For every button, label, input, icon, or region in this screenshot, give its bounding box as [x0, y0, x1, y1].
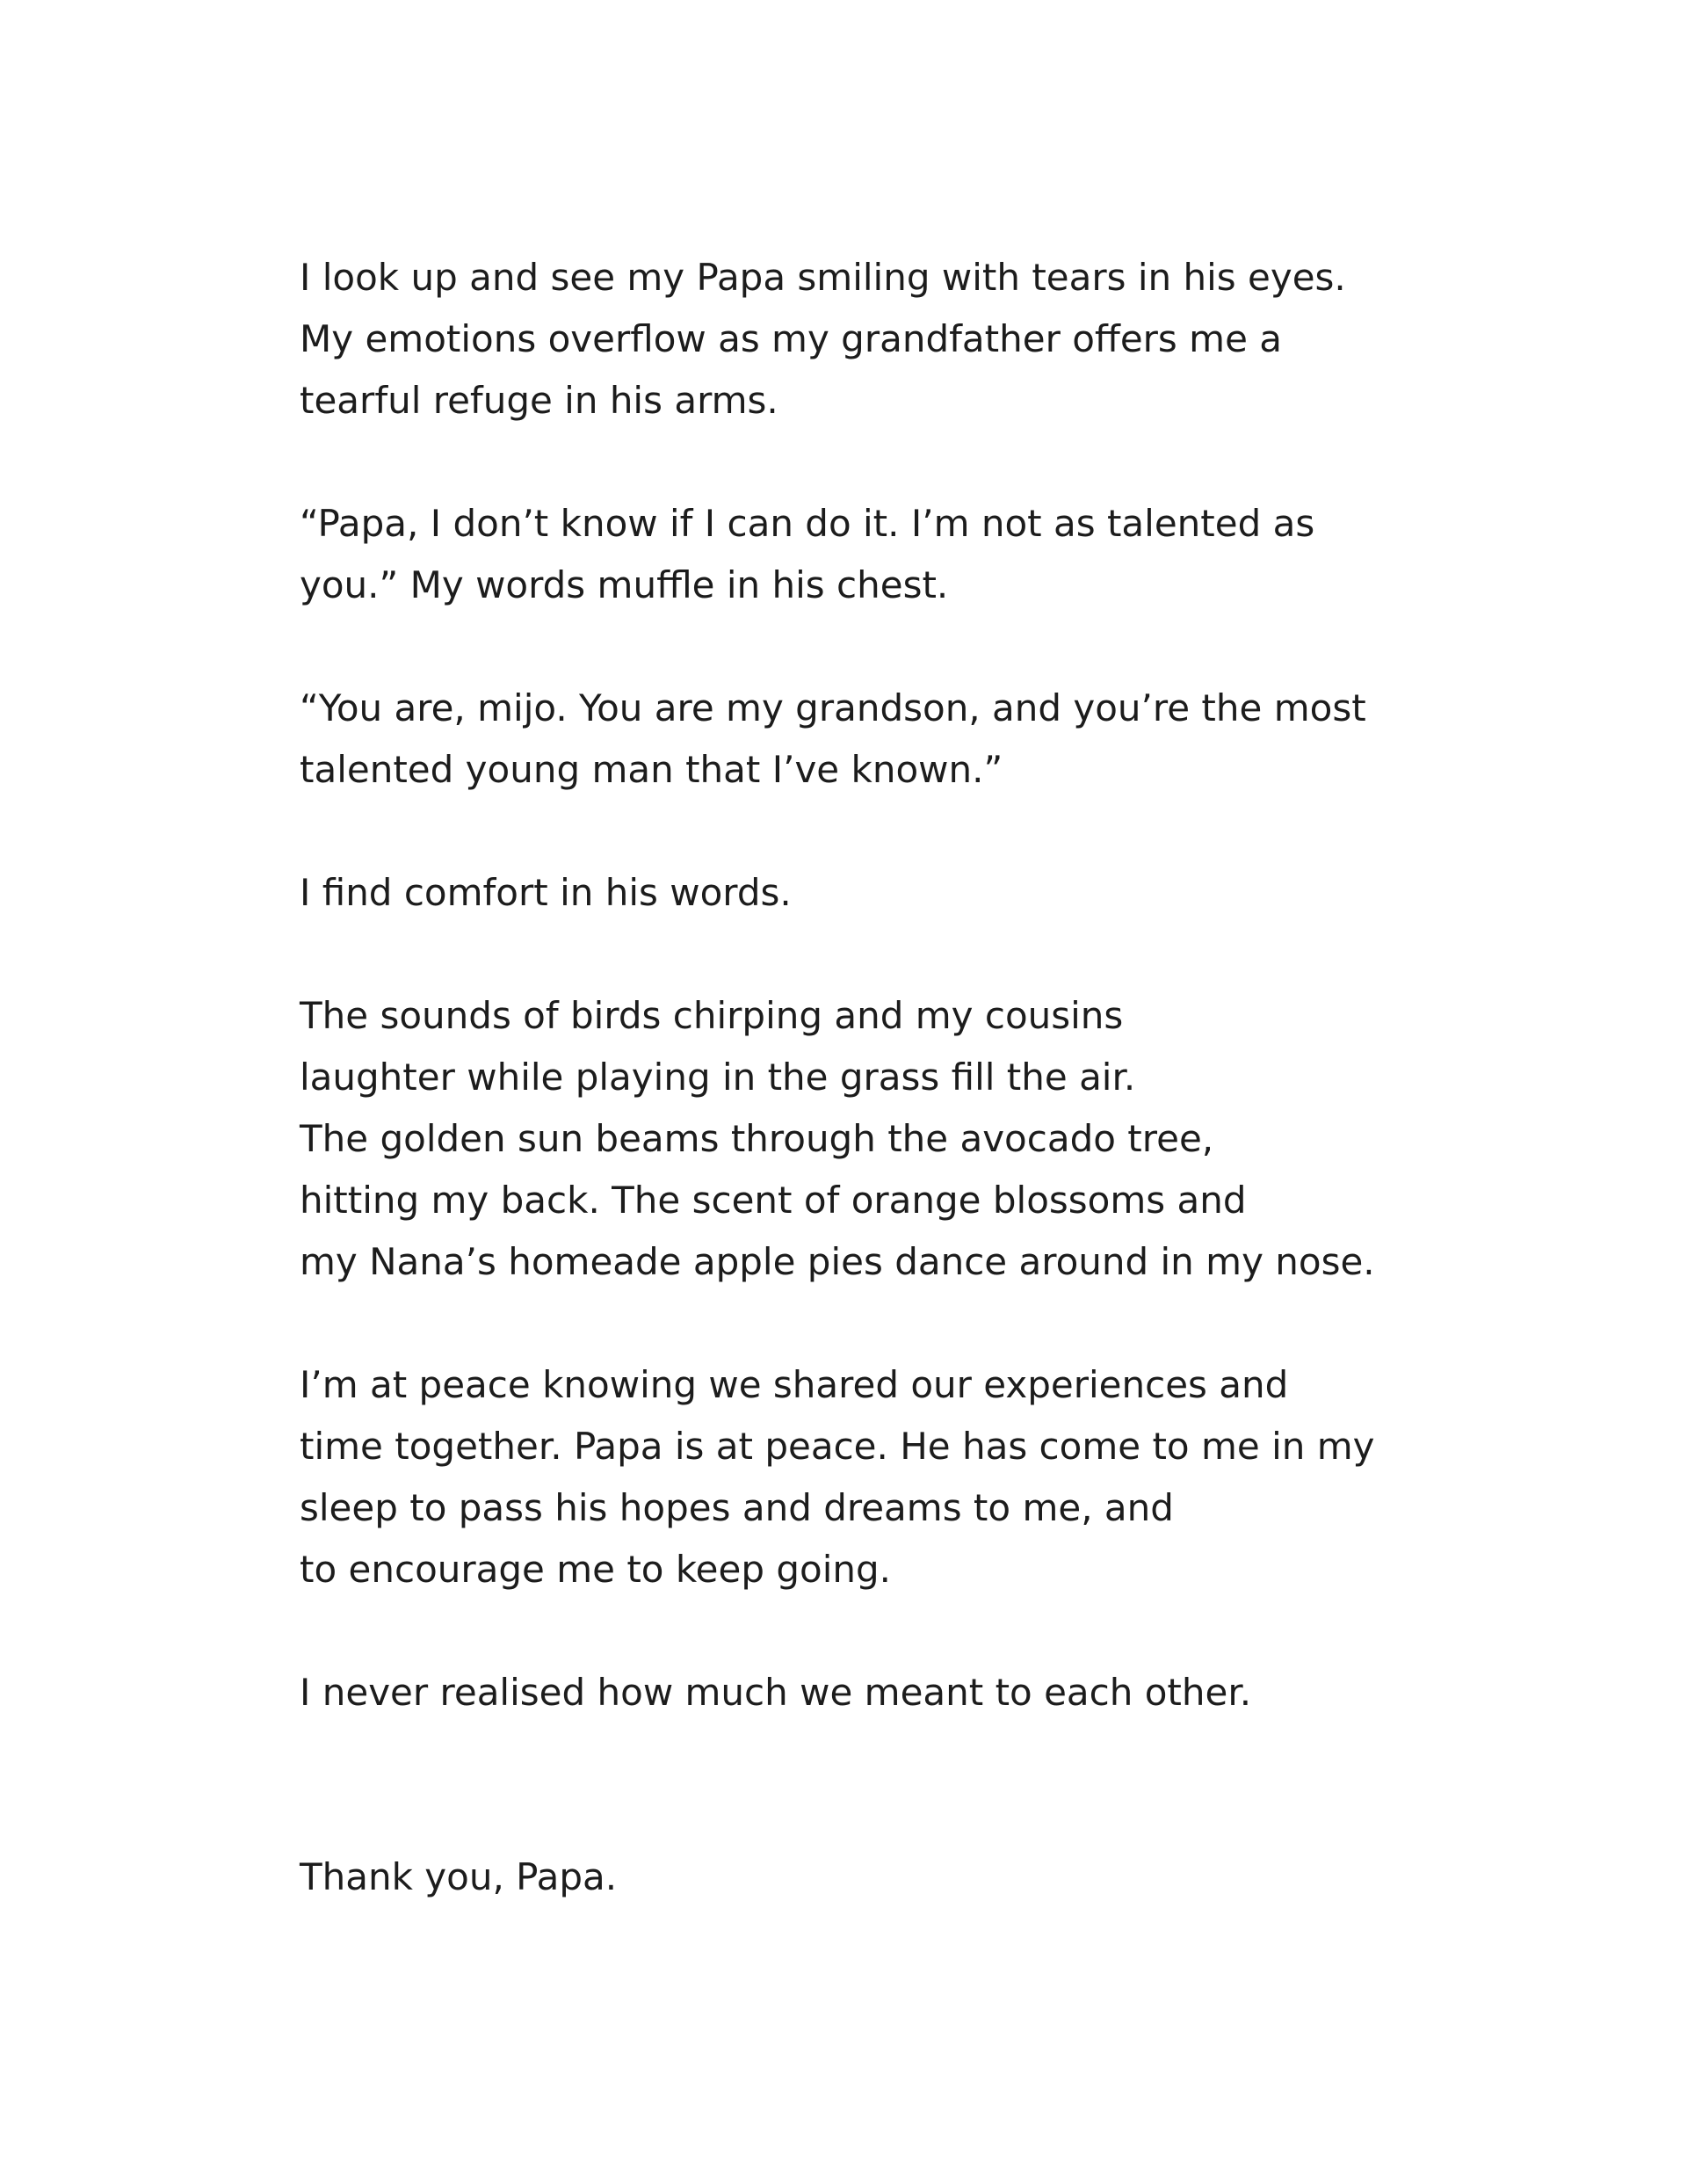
text-line: I never realised how much we meant to each other.	[300, 1671, 1252, 1714]
paragraph-at-peace	[300, 1354, 1442, 1600]
paragraph-spacer	[300, 924, 1442, 985]
paragraph-dialogue-papa	[300, 678, 1442, 801]
paragraph-papa-smiling	[300, 247, 1442, 432]
paragraph-dialogue-grandson	[300, 493, 1442, 616]
paragraph-spacer	[300, 1600, 1442, 1662]
paragraph-thank-you	[300, 1847, 1442, 1908]
text-line: hitting my back. The scent of orange blossoms and	[300, 1179, 1247, 1222]
text-line: to encourage me to keep going.	[300, 1548, 892, 1591]
text-line: I find comfort in his words.	[300, 871, 792, 914]
paragraph-spacer	[300, 432, 1442, 493]
paragraph-sensory-scene	[300, 985, 1442, 1293]
text-line: My emotions overflow as my grandfather offers me a	[300, 317, 1283, 360]
text-line: time together. Papa is at peace. He has come to me in my	[300, 1425, 1375, 1468]
text-line: Thank you, Papa.	[300, 1855, 618, 1898]
text-line: I look up and see my Papa smiling with tears in his eyes.	[300, 256, 1346, 299]
text-line: you.” My words muffle in his chest.	[300, 563, 949, 606]
text-line: “You are, mijo. You are my grandson, and you’re the most	[300, 686, 1366, 729]
paragraph-spacer	[300, 1293, 1442, 1354]
paragraph-realisation	[300, 1662, 1442, 1723]
paragraph-spacer	[300, 1723, 1442, 1847]
text-line: tearful refuge in his arms.	[300, 379, 778, 422]
document-body	[300, 247, 1442, 1908]
text-line: The golden sun beams through the avocado tree,	[300, 1117, 1214, 1160]
text-line: The sounds of birds chirping and my cousins	[300, 994, 1124, 1037]
text-line: my Nana’s homeade apple pies dance around in my nose.	[300, 1240, 1375, 1283]
text-line: “Papa, I don’t know if I can do it. I’m not as talented as	[300, 502, 1315, 545]
text-line: sleep to pass his hopes and dreams to me, and	[300, 1486, 1174, 1529]
paragraph-spacer	[300, 801, 1442, 862]
text-line: talented young man that I’ve known.”	[300, 748, 1003, 791]
text-line: I’m at peace knowing we shared our experiences and	[300, 1363, 1289, 1406]
text-line: laughter while playing in the grass fill the air.	[300, 1056, 1136, 1099]
paragraph-comfort	[300, 862, 1442, 924]
paragraph-spacer	[300, 616, 1442, 678]
